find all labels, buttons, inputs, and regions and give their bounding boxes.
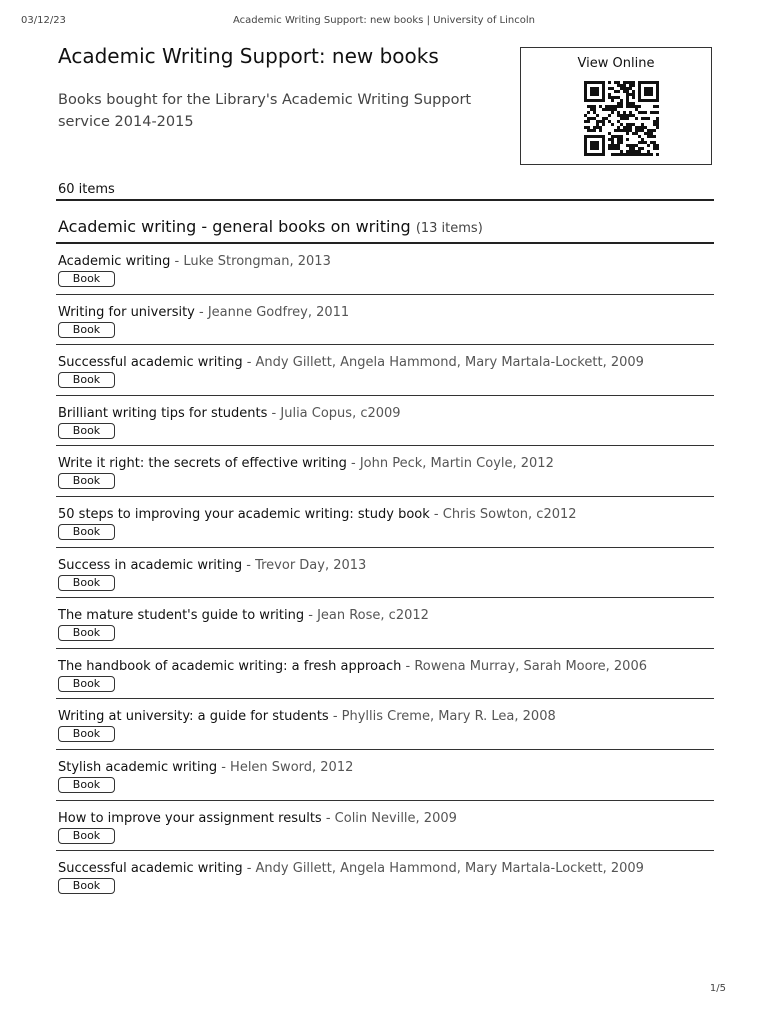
divider bbox=[56, 199, 714, 201]
item-count: 60 items bbox=[58, 182, 115, 197]
item-type-badge: Book bbox=[58, 524, 115, 540]
list-item bbox=[56, 801, 714, 852]
item-citation bbox=[58, 406, 401, 421]
item-title-link[interactable]: Write it right: the secrets of effective writing bbox=[58, 456, 347, 472]
print-page-title: Academic Writing Support: new books | University of Lincoln bbox=[233, 15, 535, 26]
item-list bbox=[56, 244, 714, 902]
list-item bbox=[56, 598, 714, 649]
item-title-link[interactable]: Successful academic writing bbox=[58, 861, 243, 877]
item-type-badge: Book bbox=[58, 828, 115, 844]
item-author-year: - Chris Sowton, c2012 bbox=[429, 506, 577, 522]
item-author-year: - Luke Strongman, 2013 bbox=[170, 254, 331, 269]
list-item bbox=[56, 851, 714, 902]
item-author-year: - Phyllis Creme, Mary R. Lea, 2008 bbox=[328, 709, 556, 725]
item-type-badge: Book bbox=[58, 878, 115, 894]
item-title-link[interactable]: Writing at university: a guide for students bbox=[58, 709, 329, 725]
view-online-label: View Online bbox=[577, 56, 655, 71]
item-type-badge: Book bbox=[58, 575, 115, 591]
item-author-year: - Helen Sword, 2012 bbox=[217, 759, 354, 775]
item-author-year: - Andy Gillett, Angela Hammond, Mary Martala-Lockett, 2009 bbox=[242, 861, 644, 877]
section-title: Academic writing - general books on writing bbox=[58, 217, 411, 236]
item-citation bbox=[58, 608, 429, 623]
item-type-badge: Book bbox=[58, 322, 115, 338]
item-citation bbox=[58, 558, 366, 573]
item-citation bbox=[58, 659, 647, 674]
list-item bbox=[56, 396, 714, 447]
item-citation bbox=[58, 305, 349, 320]
item-citation bbox=[58, 254, 331, 269]
list-item bbox=[56, 244, 714, 295]
list-item bbox=[56, 295, 714, 346]
item-type-badge: Book bbox=[58, 625, 115, 641]
page-number: 1/5 bbox=[709, 983, 726, 994]
item-citation bbox=[58, 456, 554, 471]
list-item bbox=[56, 345, 714, 396]
list-item bbox=[56, 497, 714, 548]
section-heading bbox=[58, 217, 483, 236]
item-author-year: - Julia Copus, c2009 bbox=[267, 405, 401, 421]
item-type-badge: Book bbox=[58, 777, 115, 793]
list-item bbox=[56, 750, 714, 801]
item-title-link[interactable]: Academic writing bbox=[58, 254, 171, 269]
item-title-link[interactable]: How to improve your assignment results bbox=[58, 810, 322, 826]
item-author-year: - Rowena Murray, Sarah Moore, 2006 bbox=[401, 658, 647, 674]
list-item bbox=[56, 548, 714, 599]
item-author-year: - Jean Rose, c2012 bbox=[304, 608, 429, 624]
item-type-badge: Book bbox=[58, 372, 115, 388]
item-type-badge: Book bbox=[58, 726, 115, 742]
list-item bbox=[56, 649, 714, 700]
item-title-link[interactable]: The mature student's guide to writing bbox=[58, 608, 305, 624]
item-author-year: - Colin Neville, 2009 bbox=[321, 810, 457, 826]
item-author-year: - John Peck, Martin Coyle, 2012 bbox=[346, 456, 554, 472]
item-citation bbox=[58, 507, 577, 522]
item-author-year: - Andy Gillett, Angela Hammond, Mary Martala-Lockett, 2009 bbox=[242, 355, 644, 371]
item-type-badge: Book bbox=[58, 423, 115, 439]
qr-code-icon[interactable] bbox=[584, 81, 659, 156]
item-title-link[interactable]: Success in academic writing bbox=[58, 557, 243, 573]
item-title-link[interactable]: The handbook of academic writing: a fresh approach bbox=[58, 658, 402, 674]
item-citation bbox=[58, 709, 556, 724]
item-citation bbox=[58, 355, 644, 370]
item-citation bbox=[58, 760, 353, 775]
item-title-link[interactable]: Successful academic writing bbox=[58, 355, 243, 371]
item-author-year: - Jeanne Godfrey, 2011 bbox=[194, 304, 350, 320]
list-item bbox=[56, 446, 714, 497]
print-date: 03/12/23 bbox=[21, 15, 66, 26]
section-item-count: (13 items) bbox=[415, 221, 483, 236]
item-title-link[interactable]: Brilliant writing tips for students bbox=[58, 405, 268, 421]
item-title-link[interactable]: Stylish academic writing bbox=[58, 759, 218, 775]
list-item bbox=[56, 699, 714, 750]
item-citation bbox=[58, 811, 457, 826]
list-description: Books bought for the Library's Academic Writing Support service 2014-2015 bbox=[58, 92, 472, 130]
item-citation bbox=[58, 861, 644, 876]
item-title-link[interactable]: Writing for university bbox=[58, 304, 195, 320]
item-type-badge: Book bbox=[58, 676, 115, 692]
list-title: Academic Writing Support: new books bbox=[58, 44, 439, 68]
item-type-badge: Book bbox=[58, 271, 115, 287]
view-online-box[interactable] bbox=[520, 47, 712, 165]
item-title-link[interactable]: 50 steps to improving your academic writing: study book bbox=[58, 506, 430, 522]
item-type-badge: Book bbox=[58, 473, 115, 489]
item-author-year: - Trevor Day, 2013 bbox=[242, 557, 367, 573]
